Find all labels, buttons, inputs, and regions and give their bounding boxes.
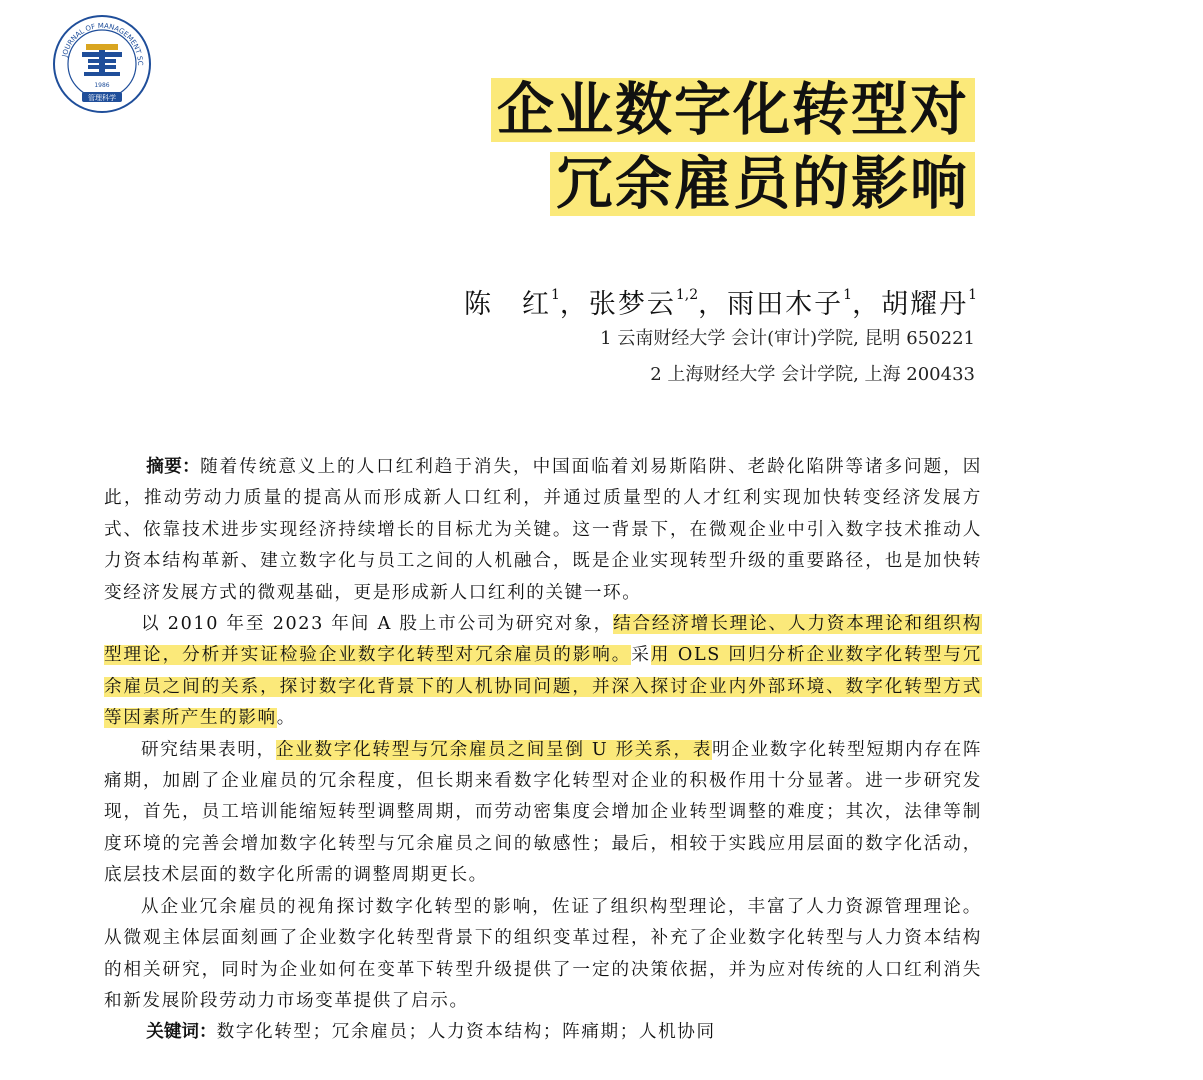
abstract-paragraph-1 — [104, 452, 982, 609]
author-list — [464, 282, 977, 321]
affiliation-1: 1 云南财经大学 会计(审计)学院, 昆明 650221 — [600, 328, 975, 349]
author-name: 陈 红 — [463, 289, 551, 320]
svg-text:JOURNAL OF MANAGEMENT SCIENCE: JOURNAL OF MANAGEMENT SC — [60, 21, 145, 66]
author-separator: ， — [559, 289, 589, 320]
abstract-paragraph-4 — [104, 892, 982, 1018]
abstract-paragraph-2 — [104, 609, 982, 735]
abstract-text: 研究结果表明， — [140, 739, 276, 760]
journal-logo — [52, 14, 152, 114]
abstract-text: 采 — [631, 645, 651, 666]
author-affiliation-mark: 1 — [550, 287, 560, 303]
author-separator: ， — [698, 289, 728, 320]
abstract-label: 摘要 — [146, 457, 183, 477]
highlighted-text: 用 OLS 回归分析企业数字化转型与冗余雇员之间的关系，探讨数字化背景下的人机协同问题，并深入探讨企业内外部环境、数字化转型方式等因素所产生的影响 — [104, 645, 982, 729]
journal-seal-icon — [52, 14, 152, 114]
keywords-line — [104, 1017, 982, 1048]
affiliation-2: 2 上海财经大学 会计学院, 上海 200433 — [650, 364, 975, 385]
abstract-text: 以 2010 年至 2023 年间 A 股上市公司为研究对象， — [140, 614, 614, 635]
abstract-section — [104, 452, 982, 1049]
abstract-text: 随着传统意义上的人口红利趋于消失，中国面临着刘易斯陷阱、老龄化陷阱等诸多问题，因此，推动劳动力质量的提高从而形成新人口红利，并通过质量型的人才红利实现加快转变经济发展方式、依靠技术进步实现经济持续增长的目标尤为关键。这一背景下，在微观企业中引入数字技术推动人力资本结构革新、建立数字化与员工之间的人机融合，既是企业实现转型升级的重要路径，也是加快转变经济发展方式的微观基础，更是形成新人口红利的关键一环。 — [104, 457, 982, 603]
keywords-value: 数字化转型；冗余雇员；人力资本结构；阵痛期；人机协同 — [216, 1022, 716, 1043]
abstract-text: 明企业数字化转型短期内存在阵痛期，加剧了企业雇员的冗余程度，但长期来看数字化转型对企业的积极作用十分显著。进一步研究发现，首先，员工培训能缩短转型调整周期，而劳动密集度会增加企业转型调整的难度；其次，法律等制度环境的完善会增加数字化转型与冗余雇员之间的敏感性；最后，相较于实践应用层面的数字化活动，底层技术层面的数字化所需的调整周期更长。 — [104, 739, 983, 886]
abstract-paragraph-3 — [104, 735, 982, 892]
author-name: 张梦云 — [588, 289, 676, 320]
author-name: 胡耀丹 — [881, 289, 969, 320]
svg-text:管理科学: 管理科学 — [88, 94, 116, 102]
paper-title — [491, 78, 975, 226]
author-affiliation-mark: 1 — [968, 287, 977, 303]
title-line-1: 企业数字化转型对 — [491, 78, 975, 142]
keywords-label-colon: ： — [199, 1022, 217, 1043]
abstract-label-colon: ： — [182, 457, 201, 477]
svg-text:1986: 1986 — [94, 82, 110, 89]
author-affiliation-mark: 1,2 — [675, 287, 699, 303]
abstract-text: 从企业冗余雇员的视角探讨数字化转型的影响，佐证了组织构型理论，丰富了人力资源管理理论。从微观主体层面刻画了企业数字化转型背景下的组织变革过程，补充了企业数字化转型与人力资本结构的相关研究，同时为企业如何在变革下转型升级提供了一定的决策依据，并为应对传统的人口红利消失和新发展阶段劳动力市场变革提供了启示。 — [104, 896, 982, 1011]
author-affiliation-mark: 1 — [843, 287, 853, 303]
author-name: 雨田木子 — [727, 289, 844, 320]
abstract-text: 。 — [276, 708, 296, 729]
keywords-label: 关键词 — [146, 1022, 200, 1043]
author-separator: ， — [852, 289, 882, 320]
highlighted-text: 企业数字化转型与冗余雇员之间呈倒 U 形关系，表 — [275, 739, 713, 760]
title-line-2: 冗余雇员的影响 — [550, 152, 975, 216]
highlighted-text: 结合经济增长理论、人力资本理论和组织构型理论，分析并实证检验企业数字化转型对冗余雇员的影响。 — [104, 614, 982, 666]
